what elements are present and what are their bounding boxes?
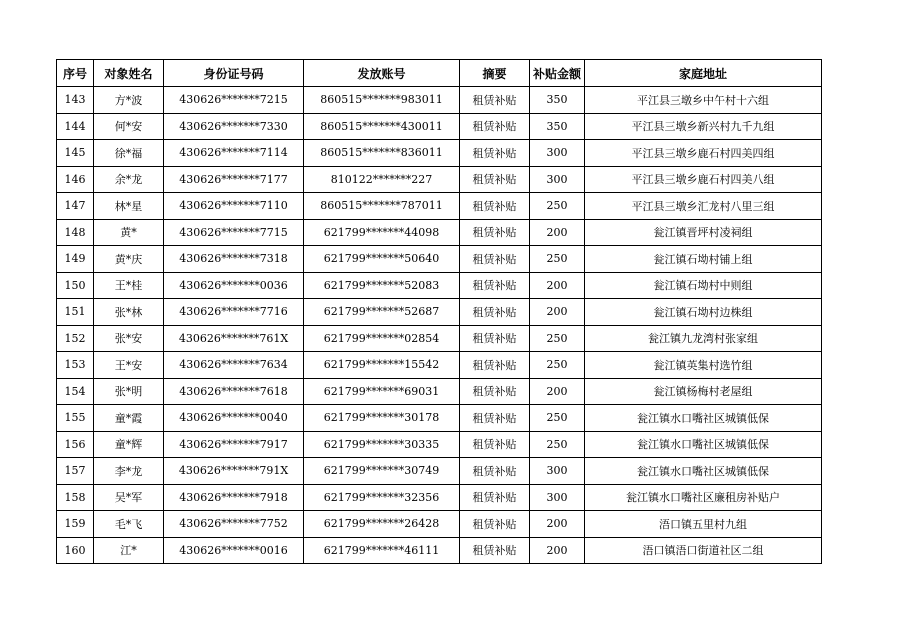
cell-home-address: 瓮江镇英集村选竹组 <box>585 352 822 379</box>
cell-account-number: 621799*******26428 <box>304 511 460 538</box>
cell-summary: 租赁补贴 <box>460 458 530 485</box>
cell-subsidy-amount: 200 <box>530 299 585 326</box>
table-row <box>57 537 822 564</box>
cell-id-number: 430626*******7634 <box>164 352 304 379</box>
cell-serial-number: 152 <box>57 325 94 352</box>
cell-serial-number: 143 <box>57 87 94 114</box>
table-row <box>57 511 822 538</box>
cell-account-number: 621799*******69031 <box>304 378 460 405</box>
cell-summary: 租赁补贴 <box>460 405 530 432</box>
cell-summary: 租赁补贴 <box>460 352 530 379</box>
cell-id-number: 430626*******7177 <box>164 166 304 193</box>
cell-account-number: 860515*******836011 <box>304 140 460 167</box>
cell-subsidy-amount: 200 <box>530 219 585 246</box>
cell-subsidy-amount: 250 <box>530 431 585 458</box>
cell-summary: 租赁补贴 <box>460 166 530 193</box>
table-row <box>57 140 822 167</box>
cell-id-number: 430626*******0040 <box>164 405 304 432</box>
header-subsidy-amount: 补贴金额 <box>530 60 585 87</box>
cell-id-number: 430626*******7114 <box>164 140 304 167</box>
cell-name: 张*林 <box>94 299 164 326</box>
cell-home-address: 瓮江镇九龙湾村张家组 <box>585 325 822 352</box>
cell-account-number: 860515*******787011 <box>304 193 460 220</box>
cell-home-address: 瓮江镇石坳村铺上组 <box>585 246 822 273</box>
table-row <box>57 378 822 405</box>
table-row <box>57 299 822 326</box>
table-body <box>57 87 822 564</box>
cell-serial-number: 159 <box>57 511 94 538</box>
table-row <box>57 431 822 458</box>
cell-name: 徐*福 <box>94 140 164 167</box>
cell-summary: 租赁补贴 <box>460 431 530 458</box>
cell-account-number: 621799*******52687 <box>304 299 460 326</box>
table-row <box>57 193 822 220</box>
header-home-address: 家庭地址 <box>585 60 822 87</box>
header-row <box>57 60 822 87</box>
cell-summary: 租赁补贴 <box>460 378 530 405</box>
table-row <box>57 113 822 140</box>
cell-account-number: 621799*******50640 <box>304 246 460 273</box>
cell-account-number: 621799*******30335 <box>304 431 460 458</box>
cell-subsidy-amount: 200 <box>530 272 585 299</box>
cell-subsidy-amount: 250 <box>530 193 585 220</box>
table-row <box>57 325 822 352</box>
table-row <box>57 352 822 379</box>
cell-summary: 租赁补贴 <box>460 325 530 352</box>
cell-name: 童*辉 <box>94 431 164 458</box>
table-row <box>57 484 822 511</box>
cell-home-address: 瓮江镇石坳村中则组 <box>585 272 822 299</box>
cell-account-number: 621799*******02854 <box>304 325 460 352</box>
cell-id-number: 430626*******7110 <box>164 193 304 220</box>
cell-name: 黄* <box>94 219 164 246</box>
cell-subsidy-amount: 250 <box>530 246 585 273</box>
cell-serial-number: 154 <box>57 378 94 405</box>
cell-id-number: 430626*******7716 <box>164 299 304 326</box>
cell-account-number: 860515*******983011 <box>304 87 460 114</box>
cell-serial-number: 155 <box>57 405 94 432</box>
cell-serial-number: 153 <box>57 352 94 379</box>
cell-name: 张*明 <box>94 378 164 405</box>
subsidy-table <box>56 59 822 564</box>
cell-id-number: 430626*******761X <box>164 325 304 352</box>
header-account-number: 发放账号 <box>304 60 460 87</box>
cell-name: 王*桂 <box>94 272 164 299</box>
table-row <box>57 458 822 485</box>
cell-home-address: 平江县三墩乡鹿石村四美八组 <box>585 166 822 193</box>
cell-serial-number: 145 <box>57 140 94 167</box>
cell-id-number: 430626*******7917 <box>164 431 304 458</box>
cell-name: 童*霞 <box>94 405 164 432</box>
cell-subsidy-amount: 300 <box>530 140 585 167</box>
cell-name: 林*星 <box>94 193 164 220</box>
cell-subsidy-amount: 250 <box>530 405 585 432</box>
cell-id-number: 430626*******0036 <box>164 272 304 299</box>
cell-summary: 租赁补贴 <box>460 193 530 220</box>
cell-account-number: 860515*******430011 <box>304 113 460 140</box>
cell-subsidy-amount: 200 <box>530 511 585 538</box>
cell-id-number: 430626*******7330 <box>164 113 304 140</box>
cell-serial-number: 148 <box>57 219 94 246</box>
cell-subsidy-amount: 350 <box>530 87 585 114</box>
cell-subsidy-amount: 200 <box>530 537 585 564</box>
cell-serial-number: 160 <box>57 537 94 564</box>
cell-summary: 租赁补贴 <box>460 511 530 538</box>
cell-home-address: 平江县三墩乡中午村十六组 <box>585 87 822 114</box>
cell-serial-number: 147 <box>57 193 94 220</box>
cell-summary: 租赁补贴 <box>460 87 530 114</box>
cell-home-address: 瓮江镇水口嘴社区城镇低保 <box>585 405 822 432</box>
cell-name: 何*安 <box>94 113 164 140</box>
cell-serial-number: 146 <box>57 166 94 193</box>
header-serial-number: 序号 <box>57 60 94 87</box>
cell-home-address: 瓮江镇水口嘴社区廉租房补贴户 <box>585 484 822 511</box>
cell-id-number: 430626*******0016 <box>164 537 304 564</box>
cell-account-number: 810122*******227 <box>304 166 460 193</box>
cell-id-number: 430626*******7215 <box>164 87 304 114</box>
cell-home-address: 浯口镇五里村九组 <box>585 511 822 538</box>
cell-name: 吴*军 <box>94 484 164 511</box>
table-row <box>57 87 822 114</box>
cell-serial-number: 158 <box>57 484 94 511</box>
cell-summary: 租赁补贴 <box>460 246 530 273</box>
cell-id-number: 430626*******7318 <box>164 246 304 273</box>
cell-account-number: 621799*******44098 <box>304 219 460 246</box>
header-summary: 摘要 <box>460 60 530 87</box>
cell-home-address: 平江县三墩乡汇龙村八里三组 <box>585 193 822 220</box>
cell-summary: 租赁补贴 <box>460 272 530 299</box>
cell-name: 余*龙 <box>94 166 164 193</box>
table-row <box>57 166 822 193</box>
cell-name: 张*安 <box>94 325 164 352</box>
cell-summary: 租赁补贴 <box>460 113 530 140</box>
table-row <box>57 405 822 432</box>
cell-serial-number: 150 <box>57 272 94 299</box>
cell-home-address: 瓮江镇水口嘴社区城镇低保 <box>585 458 822 485</box>
cell-id-number: 430626*******7715 <box>164 219 304 246</box>
cell-account-number: 621799*******30749 <box>304 458 460 485</box>
cell-home-address: 瓮江镇水口嘴社区城镇低保 <box>585 431 822 458</box>
cell-summary: 租赁补贴 <box>460 537 530 564</box>
cell-id-number: 430626*******7618 <box>164 378 304 405</box>
cell-home-address: 瓮江镇石坳村边株组 <box>585 299 822 326</box>
cell-subsidy-amount: 250 <box>530 325 585 352</box>
cell-account-number: 621799*******46111 <box>304 537 460 564</box>
cell-name: 王*安 <box>94 352 164 379</box>
cell-home-address: 浯口镇浯口街道社区二组 <box>585 537 822 564</box>
cell-subsidy-amount: 200 <box>530 378 585 405</box>
header-id-number: 身份证号码 <box>164 60 304 87</box>
cell-subsidy-amount: 350 <box>530 113 585 140</box>
cell-name: 毛*飞 <box>94 511 164 538</box>
cell-home-address: 瓮江镇杨梅村老屋组 <box>585 378 822 405</box>
header-name: 对象姓名 <box>94 60 164 87</box>
cell-serial-number: 144 <box>57 113 94 140</box>
cell-home-address: 瓮江镇晋坪村凌祠组 <box>585 219 822 246</box>
cell-account-number: 621799*******15542 <box>304 352 460 379</box>
cell-id-number: 430626*******7752 <box>164 511 304 538</box>
cell-home-address: 平江县三墩乡新兴村九千九组 <box>585 113 822 140</box>
cell-serial-number: 157 <box>57 458 94 485</box>
cell-name: 江* <box>94 537 164 564</box>
cell-name: 李*龙 <box>94 458 164 485</box>
cell-account-number: 621799*******32356 <box>304 484 460 511</box>
cell-subsidy-amount: 250 <box>530 352 585 379</box>
cell-summary: 租赁补贴 <box>460 484 530 511</box>
cell-serial-number: 151 <box>57 299 94 326</box>
cell-home-address: 平江县三墩乡鹿石村四美四组 <box>585 140 822 167</box>
cell-name: 方*波 <box>94 87 164 114</box>
cell-summary: 租赁补贴 <box>460 299 530 326</box>
table-row <box>57 272 822 299</box>
cell-name: 黄*庆 <box>94 246 164 273</box>
cell-subsidy-amount: 300 <box>530 458 585 485</box>
cell-subsidy-amount: 300 <box>530 484 585 511</box>
table-row <box>57 246 822 273</box>
cell-account-number: 621799*******52083 <box>304 272 460 299</box>
cell-summary: 租赁补贴 <box>460 140 530 167</box>
cell-id-number: 430626*******791X <box>164 458 304 485</box>
table-row <box>57 219 822 246</box>
cell-id-number: 430626*******7918 <box>164 484 304 511</box>
cell-serial-number: 149 <box>57 246 94 273</box>
cell-subsidy-amount: 300 <box>530 166 585 193</box>
cell-account-number: 621799*******30178 <box>304 405 460 432</box>
cell-serial-number: 156 <box>57 431 94 458</box>
cell-summary: 租赁补贴 <box>460 219 530 246</box>
